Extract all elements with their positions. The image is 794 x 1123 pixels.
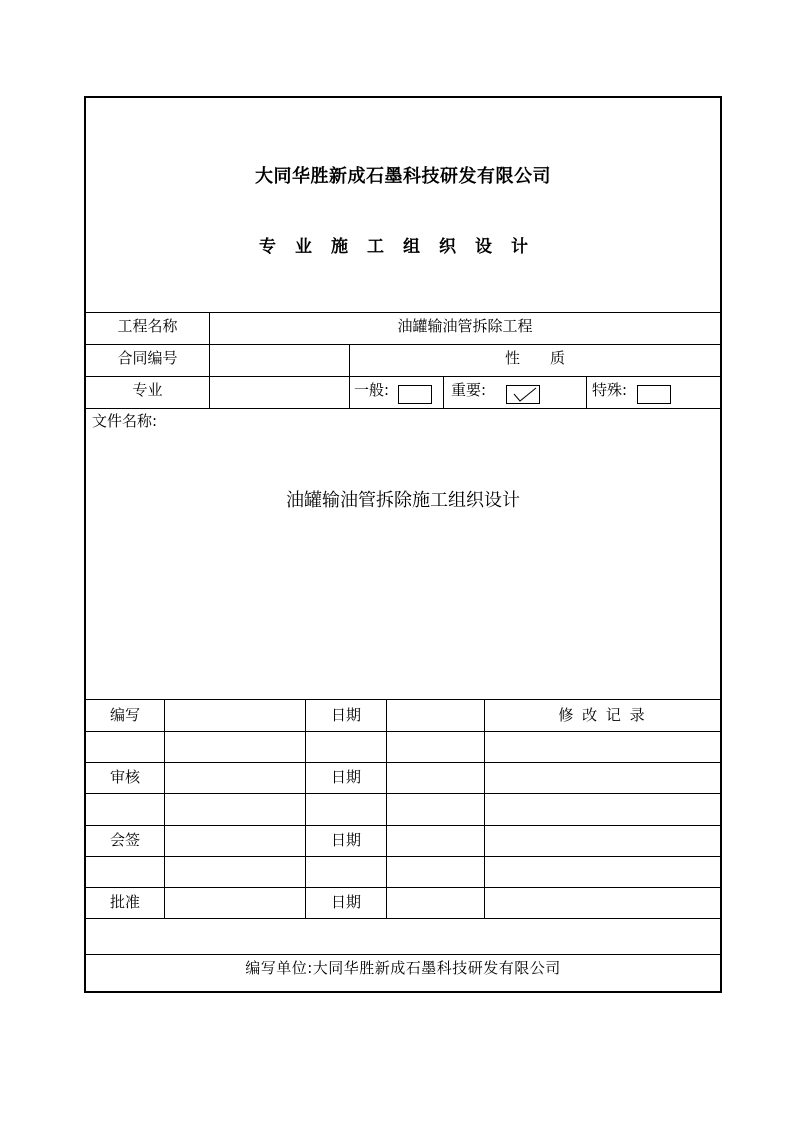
countersign-date-label: 日期 bbox=[330, 831, 361, 849]
rule-row-2 bbox=[86, 376, 720, 377]
revision-record-label: 修 改 记 录 bbox=[558, 706, 647, 724]
countersign-label: 会签 bbox=[109, 831, 140, 849]
rule-approve-col-4 bbox=[484, 699, 485, 918]
contract-number-label: 合同编号 bbox=[117, 349, 178, 367]
nature-special-label: 特殊: bbox=[592, 381, 628, 399]
project-name-label: 工程名称 bbox=[117, 317, 178, 335]
compiling-unit: 编写单位:大同华胜新成石墨科技研发有限公司 bbox=[245, 959, 561, 977]
file-name-value: 油罐输油管拆除施工组织设计 bbox=[286, 490, 520, 511]
file-name-label: 文件名称: bbox=[92, 412, 158, 430]
project-name-value: 油罐输油管拆除工程 bbox=[397, 317, 533, 335]
rule-approve-col-2 bbox=[305, 699, 306, 918]
rule-approve-6 bbox=[86, 887, 720, 888]
rule-approve-4 bbox=[86, 825, 720, 826]
nature-important-label: 重要: bbox=[451, 381, 487, 399]
rule-header-bottom bbox=[86, 312, 720, 313]
approve-date-label: 日期 bbox=[330, 893, 361, 911]
nature-label: 性 质 bbox=[504, 349, 565, 367]
rule-approve-col-3 bbox=[386, 699, 387, 918]
review-label: 审核 bbox=[109, 768, 140, 786]
rule-approve-col-1 bbox=[164, 699, 165, 918]
nature-general-label: 一般: bbox=[354, 381, 390, 399]
approve-label: 批准 bbox=[109, 893, 140, 911]
nature-general-checkbox[interactable] bbox=[398, 385, 432, 404]
rule-row-1 bbox=[86, 344, 720, 345]
nature-important-checkbox[interactable] bbox=[506, 385, 540, 404]
rule-row-3 bbox=[86, 408, 720, 409]
major-label: 专业 bbox=[132, 381, 163, 399]
rule-approve-2 bbox=[86, 762, 720, 763]
rule-info-col-3 bbox=[443, 376, 444, 408]
document-title: 专业施工组织设计 bbox=[259, 237, 547, 257]
review-date-label: 日期 bbox=[330, 768, 361, 786]
rule-approve-5 bbox=[86, 856, 720, 857]
rule-file-bottom bbox=[86, 699, 720, 700]
rule-approve-3 bbox=[86, 793, 720, 794]
nature-special-checkbox[interactable] bbox=[637, 385, 671, 404]
rule-approve-1 bbox=[86, 731, 720, 732]
write-label: 编写 bbox=[109, 706, 140, 724]
document-frame bbox=[84, 96, 722, 993]
checkmark-icon bbox=[507, 386, 539, 403]
rule-approve-7 bbox=[86, 918, 720, 919]
company-name: 大同华胜新成石墨科技研发有限公司 bbox=[255, 166, 551, 187]
rule-info-col-4 bbox=[586, 376, 587, 408]
rule-footer-top bbox=[86, 954, 720, 955]
write-date-label: 日期 bbox=[330, 706, 361, 724]
